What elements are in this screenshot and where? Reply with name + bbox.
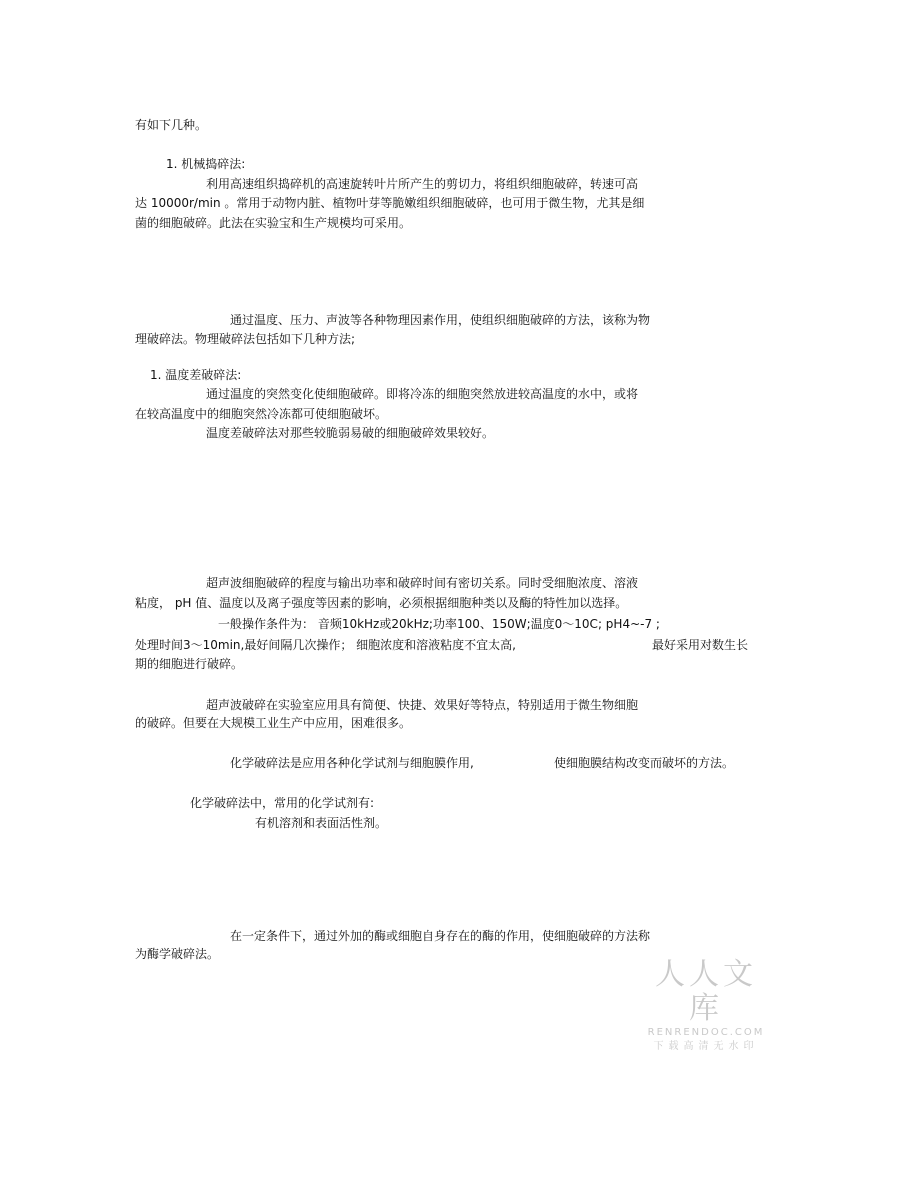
watermark-subtitle: 下载高清无水印 [653, 1041, 759, 1052]
chemical-line-end: 使细胞膜结构改变而破坏的方法。 [554, 756, 735, 770]
paragraph-line: 温度差破碎法对那些较脆弱易破的细胞破碎效果较好。 [206, 426, 495, 440]
paragraph-line: 超声波细胞破碎的程度与输出功率和破碎时间有密切关系。同时受细胞浓度、溶液 [206, 576, 639, 590]
temperature-heading: 1. 温度差破碎法: [150, 368, 242, 382]
chemical-line: 化学破碎法是应用各种化学试剂与细胞膜作用, [230, 756, 474, 770]
paragraph-line: 粘度， pH 值、温度以及离子强度等因素的影响，必须根据细胞种类以及酶的特性加以选择。 [135, 596, 628, 610]
watermark-title: 人人文库 [655, 957, 757, 1026]
conditions-line: 一般操作条件为： 音频10kHz或20kHz;功率100、150W;温度0〜10C; pH4~-7 ; [218, 617, 660, 631]
paragraph-line: 在一定条件下，通过外加的酶或细胞自身存在的酶的作用，使细胞破碎的方法称 [230, 929, 651, 943]
paragraph-line: 在较高温度中的细胞突然冷冻都可使细胞破坏。 [135, 407, 388, 421]
paragraph-line: 通过温度的突然变化使细胞破碎。即将冷冻的细胞突然放进较高温度的水中，或将 [206, 387, 639, 401]
chemical-reagents: 有机溶剂和表面活性剂。 [255, 816, 388, 830]
paragraph-line: 利用高速组织捣碎机的高速旋转叶片所产生的剪切力，将组织细胞破碎，转速可高 [206, 177, 639, 191]
paragraph-line: 达 10000r/min 。常用于动物内脏、植物叶芽等脆嫩组织细胞破碎，也可用于微生物，尤其是细 [135, 196, 645, 210]
watermark-logo [640, 958, 772, 1054]
mechanical-heading: 1. 机械捣碎法: [166, 157, 246, 171]
paragraph-line: 的破碎。但要在大规模工业生产中应用，困难很多。 [135, 716, 412, 730]
conditions-line: 处理时间3〜10min,最好间隔几次操作； 细胞浓度和溶液粘度不宜太高, [135, 638, 516, 652]
chemical-line: 化学破碎法中，常用的化学试剂有: [190, 796, 375, 810]
paragraph-line: 通过温度、压力、声波等各种物理因素作用，使组织细胞破碎的方法，该称为物 [230, 313, 651, 327]
paragraph-line: 为酶学破碎法。 [135, 947, 220, 961]
paragraph-line: 超声波破碎在实验室应用具有简便、快捷、效果好等特点，特别适用于微生物细胞 [206, 698, 639, 712]
intro-text: 有如下几种。 [135, 118, 208, 132]
conditions-line-end: 最好采用对数生长 [652, 638, 749, 652]
paragraph-line: 菌的细胞破碎。此法在实验宝和生产规模均可采用。 [135, 216, 412, 230]
paragraph-line: 期的细胞进行破碎。 [135, 657, 244, 671]
watermark-url: RENRENDOC.COM [647, 1027, 765, 1038]
paragraph-line: 理破碎法。物理破碎法包括如下几种方法; [135, 332, 356, 346]
